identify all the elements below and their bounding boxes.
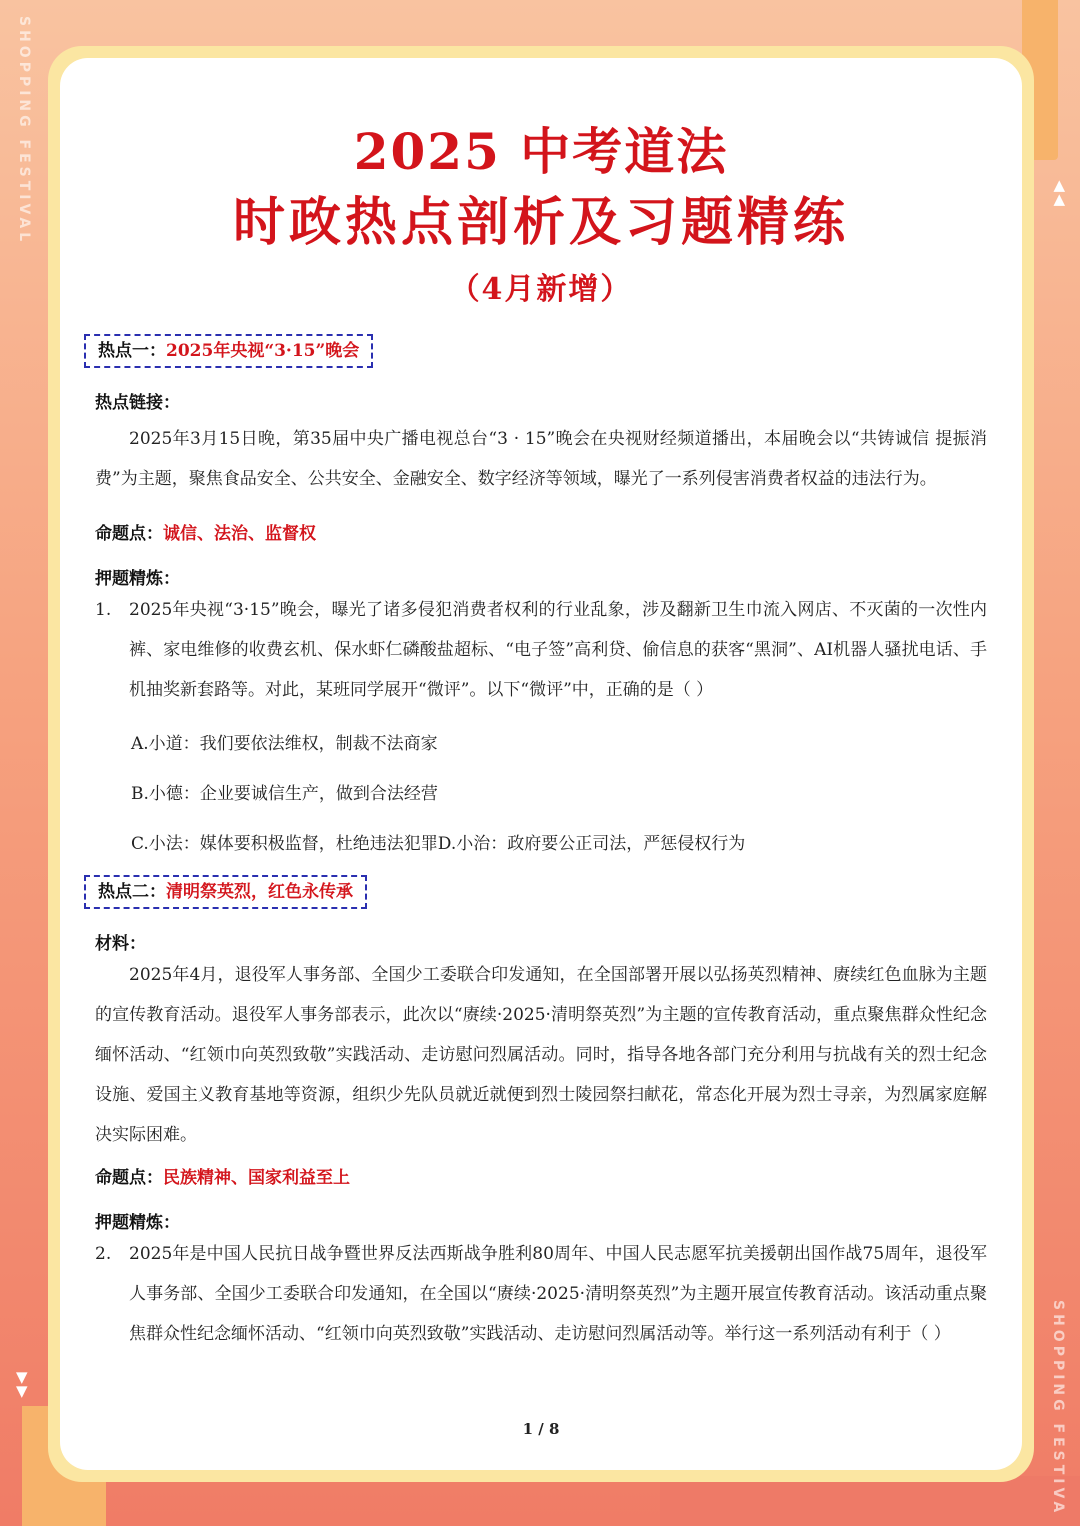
hot2-material-text: 2025年4月，退役军人事务部、全国少工委联合印发通知，在全国部署开展以弘扬英烈精神、赓续红色血脉为主题的宣传教育活动。退役军人事务部表示，此次以“赓续·2025·清明祭英烈”为主题的宣传教育活动，重点聚焦群众性纪念缅怀活动、“红领巾向英烈致敬”实践活动、走访慰问烈属活动。同时，指导各地各部门充分利用与抗战有关的烈士纪念设施、爱国主义教育基地等资源，组织少先队员就近就便到烈士陵园祭扫献花，常态化开展为烈士寻亲，为烈属家庭解决实际困难。 (95, 965, 987, 1145)
side-text-right: SHOPPING FESTIVA (1050, 1299, 1066, 1516)
hot1-link-text: 2025年3月15日晚，第35届中央广播电视总台“3 · 15”晚会在央视财经频道播出，本届晚会以“共铸诚信 提振消费”为主题，聚焦食品安全、公共安全、金融安全、数字经济等领域，曝光了一系列侵害消费者权益的违法行为。 (95, 429, 987, 489)
hot1-heading-box (84, 334, 373, 368)
title-line1: 2025 中考道法 (353, 122, 729, 181)
title-line2: 时政热点剖析及习题精练 (232, 192, 849, 253)
hot2-heading-box (84, 875, 367, 909)
subtitle: （4月新增） (449, 272, 633, 307)
question-1-option-a: A.小道：我们要依法维权，制裁不法商家 (131, 734, 438, 754)
hot2-point-label: 命题点： (95, 1168, 163, 1188)
side-text-left: SHOPPING FESTIVAL (16, 16, 32, 246)
hot2-point-value: 民族精神、国家利益至上 (163, 1168, 350, 1188)
question-1-option-cd: C.小法：媒体要积极监督，杜绝违法犯罪D.小治：政府要公正司法，严惩侵权行为 (131, 834, 746, 854)
double-arrow-down-icon: ▼ ▼ (16, 1368, 28, 1400)
page-number: 1 / 8 (522, 1420, 560, 1438)
hot2-point (95, 1163, 350, 1188)
hot1-point-value: 诚信、法治、监督权 (163, 524, 316, 544)
hot1-title: 2025年央视“3·15”晚会 (166, 341, 360, 361)
hot2-practice-heading: 押题精炼： (95, 1213, 180, 1233)
hot1-practice-heading: 押题精炼： (95, 569, 180, 589)
hot2-label: 热点二： (98, 882, 166, 902)
decor-strip-bottom-right (660, 1476, 1080, 1526)
hot1-point (95, 519, 316, 544)
question-2 (95, 1234, 987, 1354)
hot1-label: 热点一： (98, 341, 166, 361)
question-2-text: 2025年是中国人民抗日战争暨世界反法西斯战争胜利80周年、中国人民志愿军抗美援朝出国作战75周年，退役军人事务部、全国少工委联合印发通知，在全国以“赓续·2025·清明祭英烈”为主题开展宣传教育活动。该活动重点聚焦群众性纪念缅怀活动、“红领巾向英烈致敬”实践活动、走访慰问烈属活动等。举行这一系列活动有利于（ ） (129, 1244, 987, 1344)
question-1-text: 2025年央视“3·15”晚会，曝光了诸多侵犯消费者权利的行业乱象，涉及翻新卫生巾流入网店、不灭菌的一次性内裤、家电维修的收费玄机、保水虾仁磷酸盐超标、“电子签”高利贷、偷信息的获客“黑洞”、AI机器人骚扰电话、手机抽奖新套路等。对此，某班同学展开“微评”。以下“微评”中，正确的是（ ） (129, 600, 987, 700)
question-1-option-b: B.小德：企业要诚信生产，做到合法经营 (131, 784, 438, 804)
question-2-number: 2. (95, 1244, 112, 1264)
hot1-point-label: 命题点： (95, 524, 163, 544)
double-arrow-up-icon: ▲ ▲ (1053, 176, 1065, 208)
hot2-title: 清明祭英烈，红色永传承 (166, 882, 353, 902)
question-1 (95, 590, 987, 710)
question-1-number: 1. (95, 600, 112, 620)
hot1-link-heading: 热点链接： (95, 393, 180, 413)
hot2-material-heading: 材料： (95, 934, 146, 954)
